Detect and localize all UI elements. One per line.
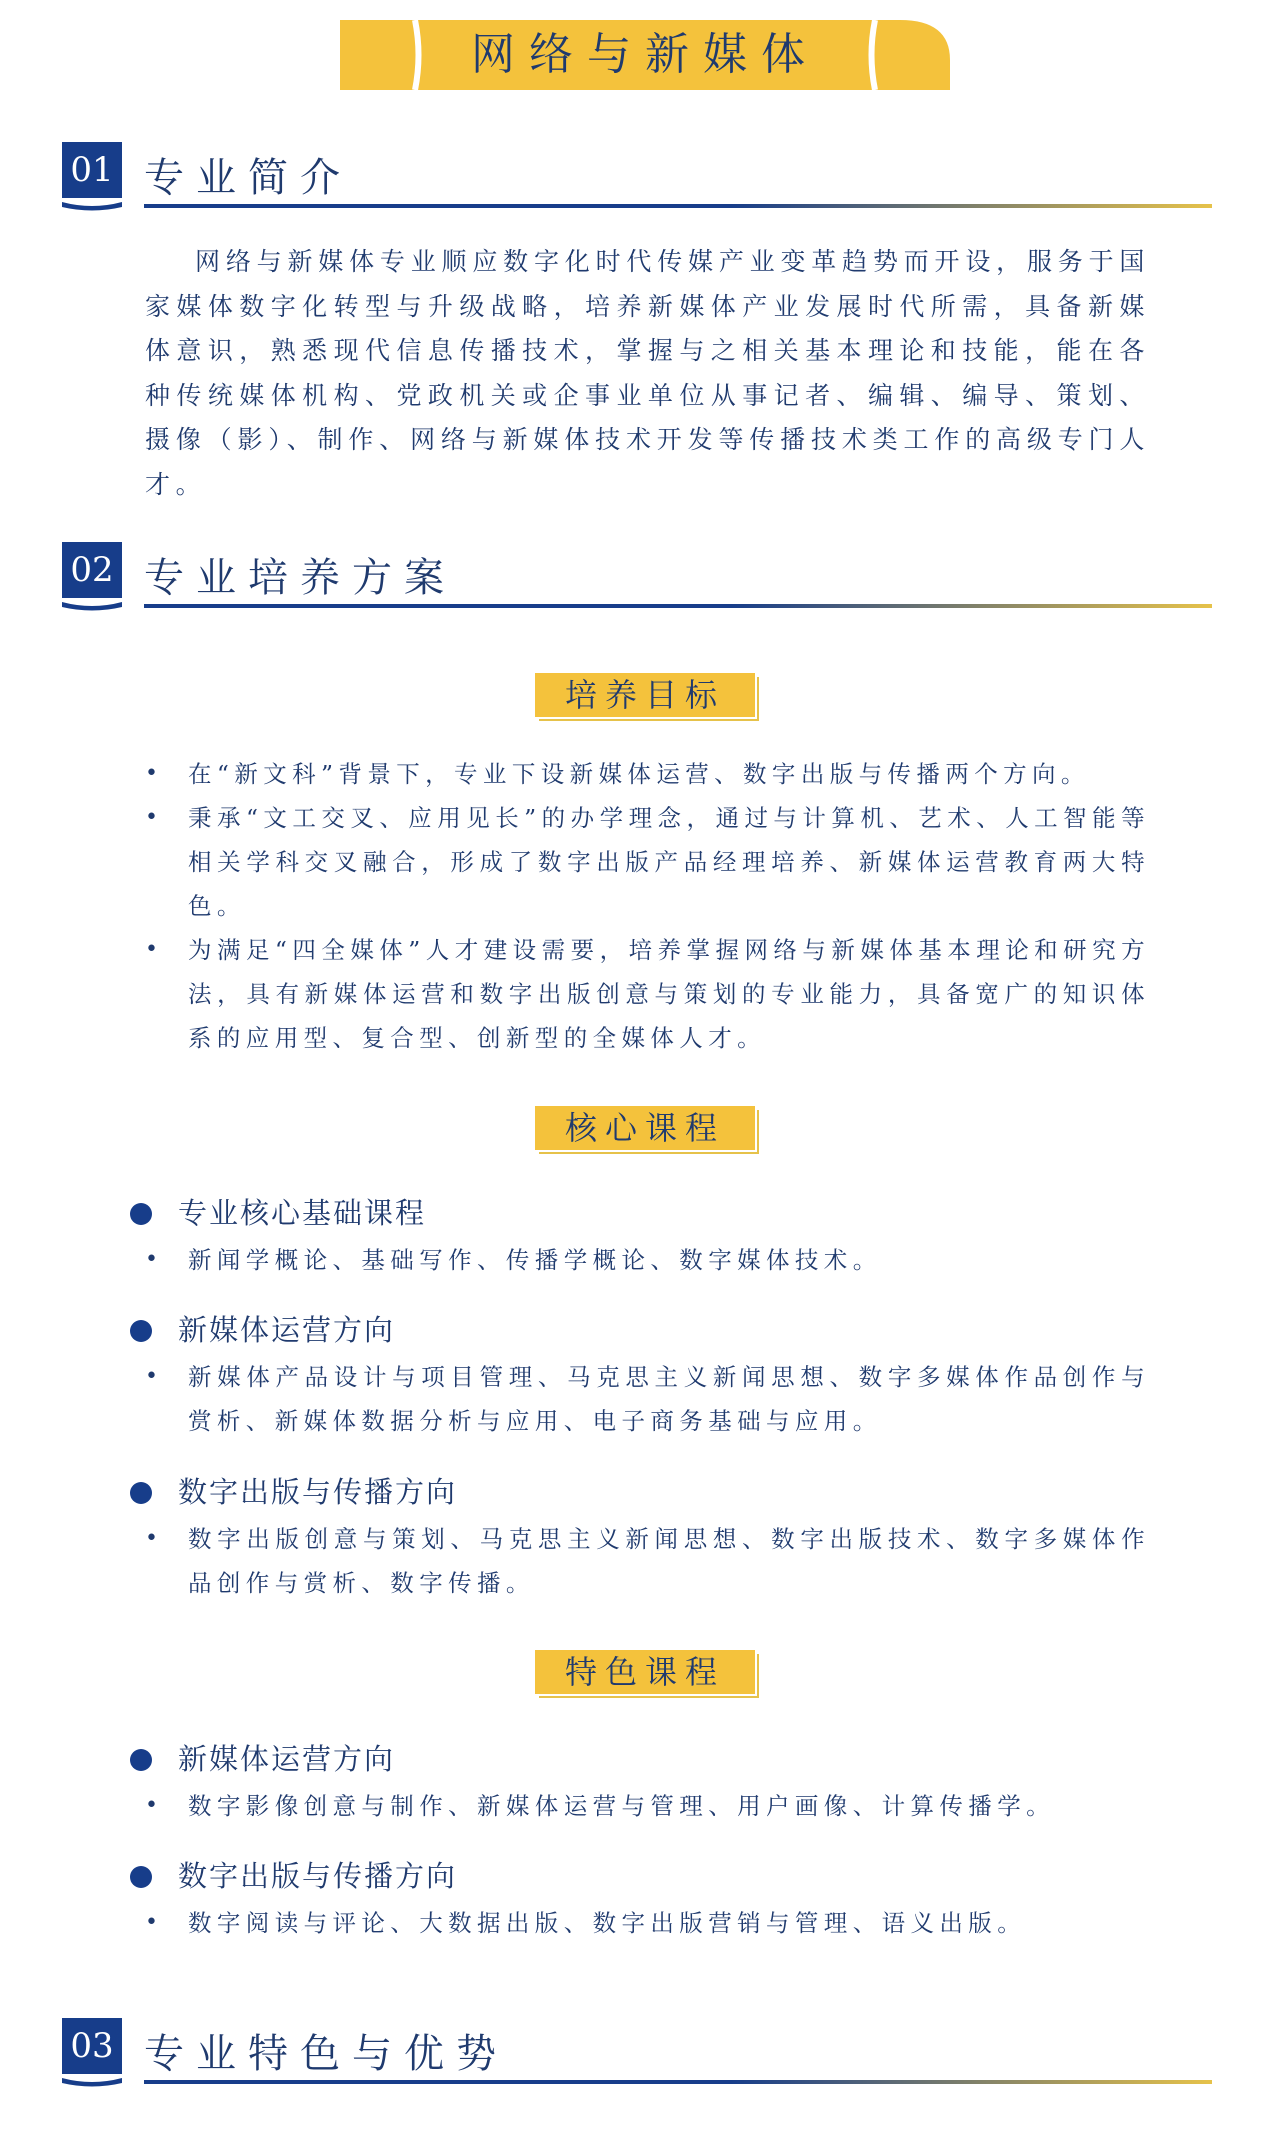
section-divider [144,2080,1212,2084]
featured-courses-tag: 特色课程 [535,1650,755,1694]
core-group-title: 专业核心基础课程 [178,1196,427,1230]
section-number-wave [62,198,122,212]
section-divider [144,204,1212,208]
core-group-title: 数字出版与传播方向 [178,1475,458,1509]
section-number-wave [62,598,122,612]
circle-bullet-icon [130,1482,152,1504]
section-header-intro [62,142,1152,222]
course-item [145,1517,1150,1605]
featured-group-body [145,1901,1150,1945]
goals-list [145,752,1150,1060]
goal-item [145,796,1150,928]
goal-text: 为满足“四全媒体”人才建设需要，培养掌握网络与新媒体基本理论和研究方法，具有新媒体运营和数字出版创意与策划的专业能力，具备宽广的知识体系的应用型、复合型、创新型的全媒体人才。 [188,936,1150,1052]
bullet-icon: • [145,1247,164,1272]
core-courses-tag: 核心课程 [535,1106,755,1150]
section-title: 专业简介 [144,155,352,201]
section-number: 01 [62,142,122,198]
page-title: 网络与新媒体 [471,29,819,80]
bullet-icon: • [145,937,164,962]
bullet-icon: • [145,1526,164,1551]
course-item [145,1238,1150,1282]
core-group-body [145,1355,1150,1443]
bullet-icon: • [145,1910,164,1935]
section-divider [144,604,1212,608]
circle-bullet-icon [130,1203,152,1225]
goal-item [145,752,1150,796]
bullet-icon: • [145,761,164,786]
course-text: 新媒体产品设计与项目管理、马克思主义新闻思想、数字多媒体作品创作与赏析、新媒体数据分析与应用、电子商务基础与应用。 [188,1363,1150,1435]
intro-paragraph: 网络与新媒体专业顺应数字化时代传媒产业变革趋势而开设，服务于国家媒体数字化转型与升级战略，培养新媒体产业发展时代所需，具备新媒体意识，熟悉现代信息传播技术，掌握与之相关基本理论和技能，能在各种传统媒体机构、党政机关或企事业单位从事记者、编辑、编导、策划、摄像（影）、制作、网络与新媒体技术开发等传播技术类工作的高级专门人才。 [145,247,1150,499]
course-text: 数字出版创意与策划、马克思主义新闻思想、数字出版技术、数字多媒体作品创作与赏析、数字传播。 [188,1525,1150,1597]
course-text: 数字阅读与评论、大数据出版、数字出版营销与管理、语义出版。 [188,1909,1027,1937]
featured-group-title: 新媒体运营方向 [178,1742,396,1776]
section-number: 02 [62,542,122,598]
circle-bullet-icon [130,1749,152,1771]
page-banner [340,20,950,90]
core-group-title: 新媒体运营方向 [178,1313,396,1347]
section-title: 专业特色与优势 [144,2031,508,2077]
section-header-plan [62,542,1152,622]
featured-group-title: 数字出版与传播方向 [178,1859,458,1893]
course-text: 新闻学概论、基础写作、传播学概论、数字媒体技术。 [188,1246,882,1274]
circle-bullet-icon [130,1866,152,1888]
goal-text: 在“新文科”背景下，专业下设新媒体运营、数字出版与传播两个方向。 [188,760,1090,788]
course-item [145,1784,1150,1828]
goals-tag: 培养目标 [535,673,755,717]
circle-bullet-icon [130,1320,152,1342]
featured-group-body [145,1784,1150,1828]
course-item [145,1355,1150,1443]
section-header-features [62,2018,1152,2098]
core-group-body [145,1517,1150,1605]
goal-item [145,928,1150,1060]
bullet-icon: • [145,1364,164,1389]
course-text: 数字影像创意与制作、新媒体运营与管理、用户画像、计算传播学。 [188,1792,1055,1820]
goal-text: 秉承“文工交叉、应用见长”的办学理念，通过与计算机、艺术、人工智能等相关学科交叉融合，形成了数字出版产品经理培养、新媒体运营教育两大特色。 [188,804,1150,920]
bullet-icon: • [145,1793,164,1818]
course-item [145,1901,1150,1945]
section-number: 03 [62,2018,122,2074]
core-group-body [145,1238,1150,1282]
section-title: 专业培养方案 [144,555,456,601]
bullet-icon: • [145,805,164,830]
section-number-wave [62,2074,122,2088]
